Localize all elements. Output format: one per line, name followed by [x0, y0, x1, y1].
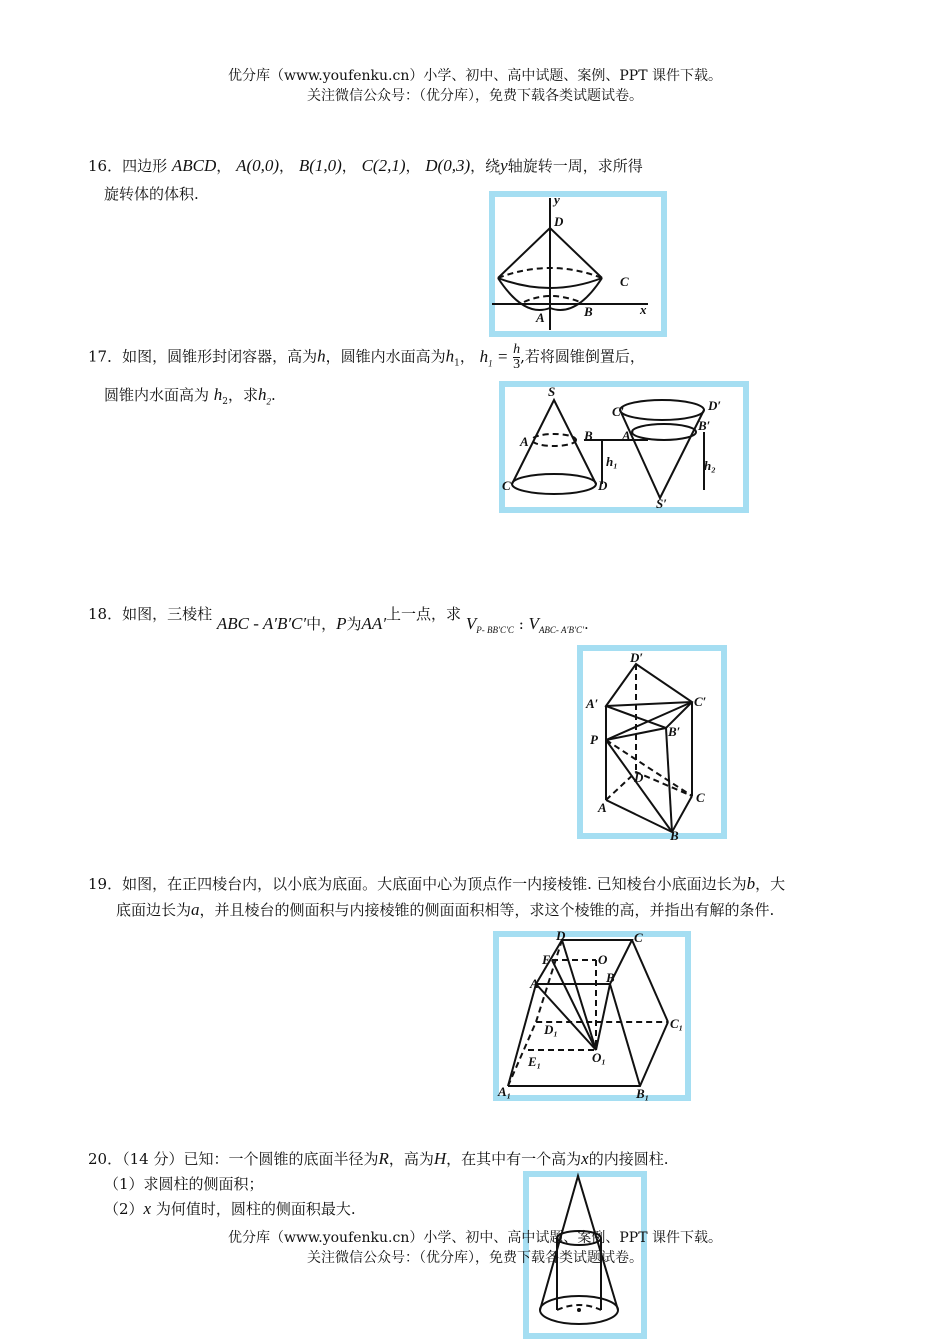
q17-fraction-num: h — [513, 342, 521, 357]
base-center-dot — [577, 1308, 581, 1312]
label-D-prime: D′ — [708, 398, 722, 413]
question-20 — [88, 1147, 668, 1171]
label-A1: A₁ — [498, 1084, 512, 1099]
label-B-prime: B′ — [668, 724, 681, 739]
label-A: A — [598, 800, 607, 815]
segment-PB — [606, 740, 672, 832]
label-C: C — [634, 930, 643, 945]
label-h2: h₂ — [704, 458, 716, 473]
label-D1: D₁ — [544, 1022, 558, 1037]
q20-sub-1: （1）求圆柱的侧面积； — [104, 1175, 264, 1193]
label-O: O — [598, 952, 608, 967]
q19-b: b — [746, 874, 756, 893]
figure-19-frustum-pyramid — [492, 930, 692, 1102]
label-S-prime: S′ — [656, 496, 667, 511]
q19-a: a — [191, 900, 200, 919]
q17-h1: h — [445, 346, 455, 366]
bottom-back — [606, 772, 692, 800]
q17-h: h — [317, 346, 326, 366]
label-D: D — [554, 214, 564, 229]
base-ellipse-back — [524, 296, 580, 302]
q17-line-2c: . — [271, 386, 276, 404]
pyramid-edge-D — [562, 940, 596, 1050]
label-B: B — [670, 828, 679, 840]
question-17: 17．如图，圆锥形封闭容器，高为h，圆锥内水面高为$h_1$， $h_1$ = $\frac{h}{3}$ ,若将圆锥倒置后， — [88, 342, 645, 372]
label-C: C — [502, 478, 511, 493]
q18-prism: ABC - A′B′C′ — [216, 614, 307, 633]
q16-text: 四边形 — [122, 157, 168, 175]
q18-text: 如图，三棱柱 — [122, 605, 213, 623]
top-face — [606, 664, 692, 728]
q18-end: . — [583, 615, 589, 633]
q16-number: 16． — [88, 157, 123, 175]
q18-P: P — [336, 614, 347, 633]
q16-point-d: D(0,3) — [425, 156, 471, 175]
label-A: A — [536, 310, 545, 325]
question-16: 16．四边形 ABCD， A(0,0)， B(1,0)， C(2,1)， D(0,3)，绕y轴旋转一周，求所得 — [88, 156, 643, 175]
q18-text-2: 中， — [306, 615, 337, 633]
label-B-prime: B′ — [698, 418, 711, 433]
label-D: D — [598, 478, 608, 493]
q19-number: 19． — [88, 875, 123, 893]
q16-text-3: 轴旋转一周，求所得 — [507, 157, 643, 175]
q18-ratio-sep: : — [518, 615, 524, 633]
figure-18-triangular-prism — [576, 644, 728, 840]
q18-text-3: 为 — [346, 615, 362, 633]
footer-line-2: 关注微信公众号：（优分库），免费下载各类试题试卷。 — [307, 1250, 643, 1266]
label-x: x — [640, 302, 647, 317]
label-S: S — [548, 384, 556, 399]
label-C: C — [696, 790, 705, 805]
label-C-prime: C′ — [694, 694, 707, 709]
q16-point-b: B(1,0) — [298, 156, 342, 175]
q18-AA: AA′ — [361, 614, 387, 633]
upright-cone-base — [512, 474, 596, 494]
q17-text-2: ，圆锥内水面高为 — [325, 347, 446, 366]
pyramid-edge-E — [552, 960, 596, 1050]
label-D: D — [634, 770, 644, 785]
q18-ratio-right: V — [528, 614, 539, 633]
q17-line-2a: 圆锥内水面高为 — [104, 386, 210, 404]
q20-sub-2a: （2） — [104, 1200, 144, 1218]
q18-ratio-left: V — [465, 614, 477, 633]
q20-text: （14 分）已知：一个圆锥的底面半径为 — [122, 1150, 379, 1168]
label-A-prime: A′ — [586, 696, 599, 711]
q18-text-4: 上一点，求 — [386, 605, 462, 623]
q16-axis: y — [500, 156, 508, 175]
upright-cone-water-surface — [532, 434, 576, 446]
q16-point-a: A(0,0) — [236, 156, 280, 175]
pyramid-edge-B — [596, 984, 610, 1050]
q17-h1-sub: 1 — [454, 358, 460, 369]
q18-ratio — [466, 615, 589, 633]
q20-sub-2 — [104, 1197, 356, 1221]
header-line-2: 关注微信公众号：（优分库），免费下载各类试题试卷。 — [307, 88, 643, 104]
figure-17-cone-containers — [498, 380, 750, 514]
label-C-prime: C′ — [612, 404, 625, 419]
label-C: C — [620, 274, 629, 289]
label-y: y — [554, 192, 560, 207]
inverted-cone-top — [620, 400, 704, 420]
q17-line-2b: ，求 — [228, 386, 259, 404]
q18-ratio-left-sub: P- BB′C′C — [476, 625, 514, 635]
q17-h2-sub: 2 — [222, 397, 229, 407]
q16-point-c: C(2,1) — [361, 156, 406, 175]
question-19 — [88, 872, 785, 896]
pyramid-edge-A — [536, 984, 596, 1050]
q17-text-3: ,若将圆锥倒置后， — [520, 347, 645, 366]
label-E: E — [542, 952, 551, 967]
q20-text-4: 的内接圆柱. — [588, 1150, 669, 1168]
label-C1: C₁ — [670, 1016, 684, 1031]
q20-R: R — [378, 1149, 389, 1168]
inverted-cone-water-surface — [632, 424, 696, 440]
footer-line-1: 优分库（www.youfenku.cn）小学、初中、高中试题、案例、PPT 课件下载。 — [227, 1230, 722, 1246]
edge-CC1 — [632, 940, 668, 1022]
label-B: B — [584, 304, 593, 319]
label-E1: E₁ — [528, 1054, 542, 1069]
q17-line-2 — [104, 383, 276, 414]
q16-text-2: ，绕 — [470, 157, 501, 175]
label-B: B — [606, 970, 615, 985]
edge-AA1 — [508, 984, 536, 1086]
q17-text: 如图，圆锥形封闭容器，高为 — [122, 347, 318, 366]
edge-A-prime-C-prime — [606, 702, 692, 706]
label-O1: O₁ — [592, 1050, 606, 1065]
q20-sub-2-x: x — [143, 1199, 152, 1218]
label-D: D — [556, 930, 566, 943]
q20-H: H — [433, 1149, 447, 1168]
q17-h1-eq: $h_1$ = — [479, 346, 509, 368]
q17-h2-again: $h_2$ — [258, 385, 272, 407]
q19-line-2a: 底面边长为 — [116, 901, 192, 919]
q17-fraction-den: 3 — [513, 357, 521, 372]
q18-ratio-right-sub: ABC- A′B′C′ — [538, 625, 584, 635]
watermark-seal — [492, 194, 664, 334]
q20-sub-2b: 为何值时，圆柱的侧面积最大. — [151, 1200, 356, 1218]
label-P: P — [590, 732, 598, 747]
q20-x: x — [581, 1149, 589, 1168]
q20-number: 20． — [88, 1150, 123, 1168]
q19-text: 如图，在正四棱台内，以小底为底面。大底面中心为顶点作一内接棱锥. 已知棱台小底面边长为 — [122, 875, 747, 893]
edge-BB1 — [610, 984, 640, 1086]
label-A-prime: A′ — [622, 428, 635, 443]
q19-line-2 — [116, 898, 774, 922]
q16-shape: ABCD — [171, 156, 217, 175]
label-A: A — [520, 434, 529, 449]
question-18 — [88, 602, 589, 635]
q20-text-2: ，高为 — [388, 1150, 434, 1168]
header-line-1: 优分库（www.youfenku.cn）小学、初中、高中试题、案例、PPT 课件下载。 — [227, 68, 722, 84]
label-h1: h₁ — [606, 454, 618, 469]
segment-PC — [606, 740, 692, 796]
q16-line-2: 旋转体的体积. — [104, 185, 199, 203]
q18-number: 18． — [88, 605, 123, 623]
label-B: B — [584, 428, 593, 443]
q20-text-3: ，在其中有一个高为 — [446, 1150, 582, 1168]
watermark-seal — [496, 934, 688, 1098]
q17-h2: h — [213, 385, 223, 404]
label-D-prime: D′ — [630, 650, 644, 665]
label-A: A — [530, 976, 539, 991]
label-B1: B₁ — [636, 1086, 650, 1101]
q19-line-2b: ，并且棱台的侧面积与内接棱锥的侧面面积相等，求这个棱锥的高，并指出有解的条件. — [199, 901, 775, 919]
q19-text-1b: ，大 — [755, 875, 786, 893]
q17-number: 17． — [88, 347, 123, 366]
figure-16-solid-of-revolution — [488, 190, 668, 338]
